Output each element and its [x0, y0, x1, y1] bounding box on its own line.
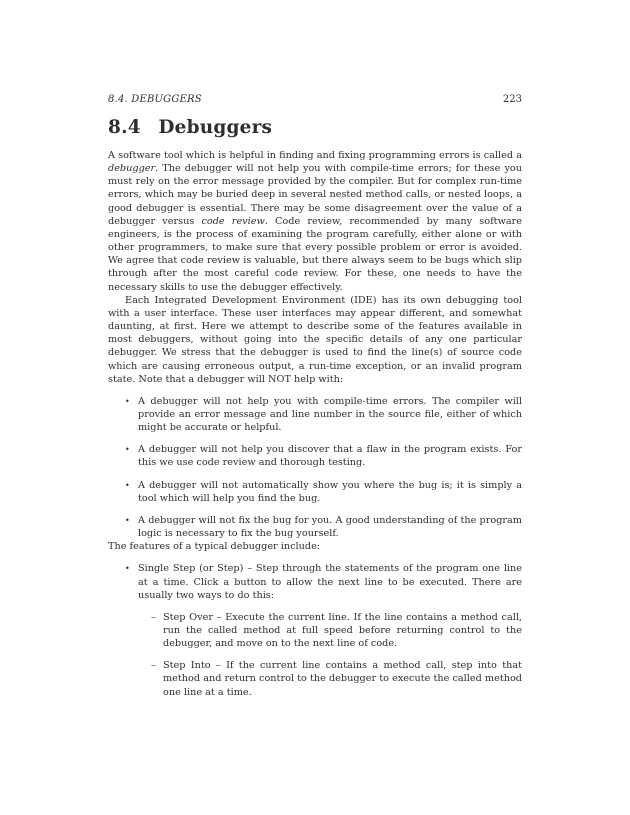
list-item: [108, 514, 522, 540]
sub-list-item: [138, 611, 522, 650]
intro-text-1: A software tool which is helpful in finding and fixing programming errors is called a: [108, 150, 522, 161]
italic-term-debugger: debugger: [108, 163, 156, 175]
list-item: [108, 479, 522, 505]
bullet-icon: •: [125, 515, 130, 525]
section-title: Debuggers: [158, 117, 273, 138]
list-item-text: A debugger will not help you discover that a flaw in the program exists. For this we use code review and thorough testing.: [138, 444, 522, 469]
features-list: [108, 562, 522, 698]
italic-term-code-review: code review: [201, 215, 265, 227]
page-body: [108, 149, 522, 699]
running-head-section: 8.4. DEBUGGERS: [108, 94, 202, 105]
list-item-text: A debugger will not fix the bug for you. A good understanding of the program logic is necessary to fix the bug yourself.: [138, 514, 522, 540]
list-item-text: A debugger will not automatically show you where the bug is; it is simply a tool which will help you find the bug.: [138, 479, 522, 504]
intro-text-2: . The debugger will not help you with compile-time errors; for these you must rely on the error message provided by the compiler. But for complex run-time errors, which may be buried deep in several nested method calls, or nested loops, a good debugger is essential. There may be some disagreement over the value of a debugger versus: [108, 163, 522, 227]
section-heading: [108, 117, 272, 138]
not-help-list: [108, 395, 522, 540]
step-ways-sub-list: [138, 611, 522, 699]
sub-list-item-text: Step Into – If the current line contains a method call, step into that method and return control to the debugger to execute the called method one line at a time.: [163, 660, 522, 698]
bullet-icon: •: [125, 396, 130, 406]
intro-paragraph: [108, 149, 522, 294]
list-item: [108, 443, 522, 469]
list-item-text: A debugger will not help you with compile-time errors. The compiler will provide an error message and line number in the source file, either of which might be accurate or helpful.: [138, 395, 522, 434]
bullet-icon: •: [125, 480, 130, 490]
sub-list-item-text: Step Over – Execute the current line. If the line contains a method call, run the called method at full speed before returning control to the debugger, and move on to the next line of code.: [163, 611, 522, 650]
dash-icon: –: [151, 660, 156, 672]
list-item: [108, 395, 522, 434]
list-item-text: Single Step (or Step) – Step through the statements of the program one line at a time. Click a button to allow the next line to be executed. There are usually two ways to do this:: [138, 563, 522, 601]
list-item: [108, 562, 522, 698]
intro-text-3: . Code review, recommended by many software engineers, is the process of examining the program carefully, either alone or with other programmers, to make sure that every possible problem or error is avoided. We agree that code review is valuable, but there always seem to be bugs which slip through after the most careful code review. For these, one needs to have the necessary skills to use the debugger effectively.: [108, 215, 522, 293]
dash-icon: –: [151, 611, 156, 623]
features-intro: The features of a typical debugger include:: [108, 541, 321, 553]
bullet-icon: •: [125, 564, 130, 574]
sub-list-item: [138, 659, 522, 698]
running-head: [108, 94, 522, 105]
page-number: 223: [502, 94, 522, 105]
section-number: 8.4: [108, 117, 141, 138]
bullet-icon: •: [125, 445, 130, 455]
ide-paragraph: Each Integrated Development Environment (IDE) has its own debugging tool with a user interface. These user interfaces may appear different, and somewhat daunting, at first. Here we attempt to describe some of the features available in most debuggers, without going into the specific details of any one particular debugger. We stress that the debugger is used to find the line(s) of source code which are causing erroneous output, a run-time exception, or an invalid program state. Note that a debugger will NOT help with:: [108, 294, 522, 385]
